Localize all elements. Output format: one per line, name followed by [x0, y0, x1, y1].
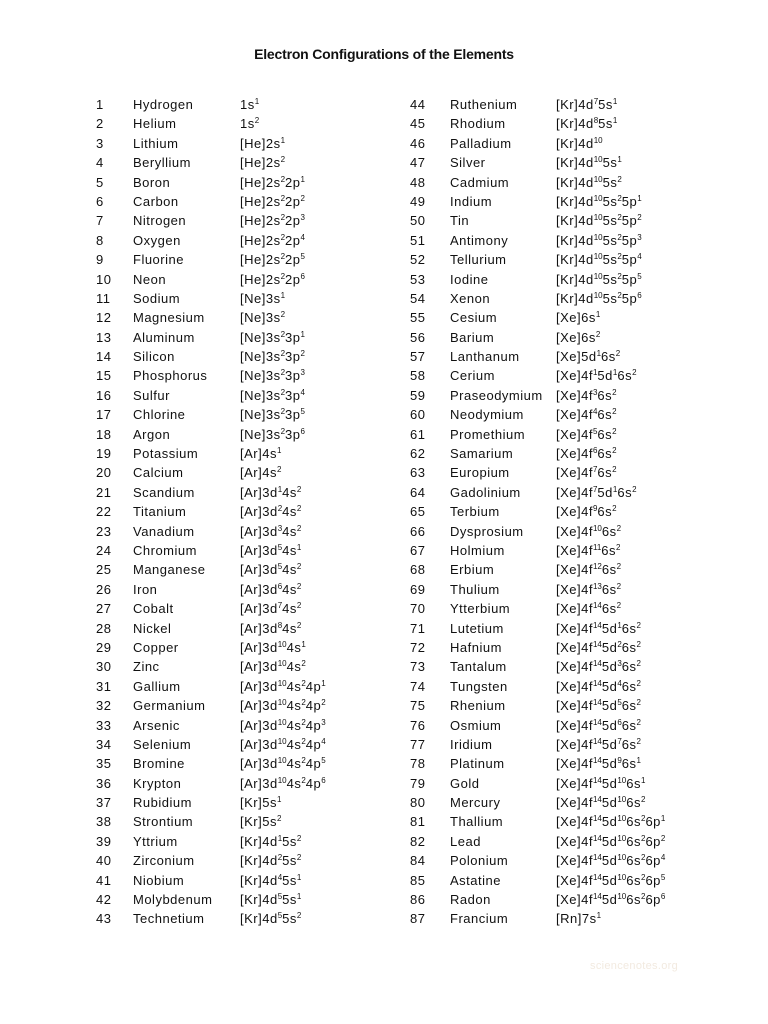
watermark: sciencenotes.org	[590, 960, 678, 972]
electron-configuration: $[Kr]5s^2$	[240, 814, 282, 830]
atomic-number: 29	[96, 639, 112, 655]
element-name: Aluminum	[133, 329, 195, 345]
atomic-number: 9	[96, 252, 104, 268]
element-name: Zirconium	[133, 853, 195, 869]
electron-configuration: $[Ne]3s^2$	[240, 310, 286, 326]
element-name: Cobalt	[133, 601, 174, 617]
element-name: Chromium	[133, 542, 197, 558]
atomic-number: 86	[410, 892, 426, 908]
electron-configuration: $[Kr]4d^{10}5s^25p^3$	[556, 232, 642, 248]
atomic-number: 56	[410, 329, 426, 345]
element-name: Beryllium	[133, 155, 191, 171]
element-name: Gadolinium	[450, 484, 521, 500]
element-name: Magnesium	[133, 310, 205, 326]
element-name: Molybdenum	[133, 892, 213, 908]
element-name: Krypton	[133, 775, 182, 791]
atomic-number: 32	[96, 698, 112, 714]
electron-configuration: $[Ne]3s^23p^5$	[240, 407, 305, 423]
element-name: Silver	[450, 155, 486, 171]
element-name: Radon	[450, 892, 491, 908]
element-name: Ytterbium	[450, 601, 511, 617]
electron-configuration: $[Xe]4f^{14}5d^{10}6s^26p^5$	[556, 872, 666, 888]
atomic-number: 3	[96, 135, 104, 151]
electron-configuration: $[Ar]3d^54s^1$	[240, 542, 302, 558]
element-name: Nickel	[133, 620, 172, 636]
atomic-number: 53	[410, 271, 426, 287]
atomic-number: 43	[96, 911, 112, 927]
element-name: Lithium	[133, 135, 179, 151]
atomic-number: 2	[96, 116, 104, 132]
element-name: Gallium	[133, 678, 181, 694]
electron-configuration: $[Xe]4f^{13}6s^2$	[556, 581, 622, 597]
atomic-number: 85	[410, 872, 426, 888]
atomic-number: 55	[410, 310, 426, 326]
element-name: Terbium	[450, 504, 500, 520]
electron-configuration: $[Xe]4f^{14}5d^46s^2$	[556, 678, 641, 694]
atomic-number: 46	[410, 135, 426, 151]
atomic-number: 28	[96, 620, 112, 636]
element-name: Potassium	[133, 446, 199, 462]
element-name: Germanium	[133, 698, 206, 714]
electron-configuration: $[Kr]4d^{10}5s^2$	[556, 174, 622, 190]
atomic-number: 39	[96, 833, 112, 849]
electron-configuration: $[Ar]3d^54s^2$	[240, 562, 302, 578]
element-name: Zinc	[133, 659, 160, 675]
electron-configuration: $[Xe]4f^96s^2$	[556, 504, 617, 520]
electron-configuration: $[Ne]3s^23p^4$	[240, 387, 305, 403]
element-name: Polonium	[450, 853, 509, 869]
electron-configuration: $[He]2s^22p^1$	[240, 174, 305, 190]
element-name: Platinum	[450, 756, 505, 772]
atomic-number: 75	[410, 698, 426, 714]
element-name: Niobium	[133, 872, 185, 888]
atomic-number: 67	[410, 542, 426, 558]
atomic-number: 79	[410, 775, 426, 791]
atomic-number: 27	[96, 601, 112, 617]
element-name: Technetium	[133, 911, 205, 927]
atomic-number: 77	[410, 736, 426, 752]
element-name: Lead	[450, 833, 481, 849]
electron-configuration: $[Xe]4f^{14}5d^26s^2$	[556, 639, 641, 655]
atomic-number: 81	[410, 814, 426, 830]
electron-configuration: $[Ar]3d^{10}4s^1$	[240, 639, 306, 655]
element-name: Tantalum	[450, 659, 507, 675]
atomic-number: 17	[96, 407, 112, 423]
electron-configuration: $[Xe]4f^15d^16s^2$	[556, 368, 637, 384]
atomic-number: 37	[96, 795, 112, 811]
electron-configuration: $[Ar]3d^{10}4s^24p^3$	[240, 717, 326, 733]
atomic-number: 49	[410, 193, 426, 209]
electron-configuration: $[Kr]4d^15s^2$	[240, 833, 302, 849]
element-name: Palladium	[450, 135, 512, 151]
element-name: Rubidium	[133, 795, 192, 811]
element-name: Francium	[450, 911, 509, 927]
atomic-number: 80	[410, 795, 426, 811]
element-name: Holmium	[450, 542, 505, 558]
electron-configuration: $[Ar]3d^{10}4s^24p^6$	[240, 775, 326, 791]
element-name: Manganese	[133, 562, 206, 578]
element-name: Boron	[133, 174, 171, 190]
electron-configuration: $[Ar]4s^1$	[240, 446, 282, 462]
atomic-number: 74	[410, 678, 426, 694]
electron-configuration: $[Xe]4f^66s^2$	[556, 446, 617, 462]
electron-configuration: $[Ar]3d^{10}4s^24p^4$	[240, 736, 326, 752]
atomic-number: 45	[410, 116, 426, 132]
electron-configuration: $[Xe]4f^36s^2$	[556, 387, 617, 403]
element-name: Promethium	[450, 426, 526, 442]
atomic-number: 78	[410, 756, 426, 772]
page-title: Electron Configurations of the Elements	[254, 46, 514, 62]
electron-configuration: $[Xe]4f^75d^16s^2$	[556, 484, 637, 500]
atomic-number: 23	[96, 523, 112, 539]
element-name: Osmium	[450, 717, 502, 733]
atomic-number: 72	[410, 639, 426, 655]
atomic-number: 20	[96, 465, 112, 481]
atomic-number: 50	[410, 213, 426, 229]
atomic-number: 13	[96, 329, 112, 345]
atomic-number: 69	[410, 581, 426, 597]
atomic-number: 70	[410, 601, 426, 617]
element-name: Yttrium	[133, 833, 178, 849]
element-name: Iodine	[450, 271, 489, 287]
element-name: Tellurium	[450, 252, 507, 268]
element-name: Phosphorus	[133, 368, 208, 384]
element-name: Titanium	[133, 504, 187, 520]
atomic-number: 65	[410, 504, 426, 520]
element-name: Iridium	[450, 736, 493, 752]
atomic-number: 22	[96, 504, 112, 520]
electron-configuration: $[Kr]4d^{10}5s^1$	[556, 155, 622, 171]
electron-configuration: $[Ar]3d^{10}4s^24p^2$	[240, 698, 326, 714]
electron-configuration: $[Xe]4f^{14}5d^36s^2$	[556, 659, 641, 675]
atomic-number: 52	[410, 252, 426, 268]
element-name: Sulfur	[133, 387, 170, 403]
atomic-number: 38	[96, 814, 112, 830]
electron-configuration: $[Ar]3d^34s^2$	[240, 523, 302, 539]
atomic-number: 64	[410, 484, 426, 500]
element-name: Vanadium	[133, 523, 195, 539]
electron-configuration: $[He]2s^22p^6$	[240, 271, 305, 287]
element-name: Selenium	[133, 736, 192, 752]
element-name: Cesium	[450, 310, 498, 326]
atomic-number: 57	[410, 349, 426, 365]
element-name: Indium	[450, 193, 493, 209]
electron-configuration: $[Xe]4f^{14}5d^56s^2$	[556, 698, 641, 714]
element-name: Copper	[133, 639, 179, 655]
atomic-number: 59	[410, 387, 426, 403]
electron-configuration: $[Ne]3s^23p^6$	[240, 426, 305, 442]
electron-configuration: $[Xe]4f^{14}5d^{10}6s^2$	[556, 795, 646, 811]
atomic-number: 33	[96, 717, 112, 733]
element-name: Bromine	[133, 756, 185, 772]
element-name: Carbon	[133, 193, 179, 209]
electron-configuration: $[Kr]4d^{10}5s^25p^1$	[556, 193, 642, 209]
atomic-number: 30	[96, 659, 112, 675]
electron-configuration: $[Xe]4f^{14}5d^{10}6s^26p^2$	[556, 833, 666, 849]
electron-configuration: $[Rn]7s^1$	[556, 911, 602, 927]
atomic-number: 26	[96, 581, 112, 597]
electron-configuration: $[Kr]4d^{10}5s^25p^5$	[556, 271, 642, 287]
electron-configuration: $[Xe]4f^46s^2$	[556, 407, 617, 423]
atomic-number: 7	[96, 213, 104, 229]
electron-configuration: $1s^1$	[240, 97, 260, 112]
electron-configuration: $[Xe]4f^{14}5d^{10}6s^26p^4$	[556, 853, 666, 869]
electron-configuration: $[Xe]4f^56s^2$	[556, 426, 617, 442]
atomic-number: 73	[410, 659, 426, 675]
electron-configuration: $[Ne]3s^1$	[240, 290, 286, 306]
element-name: Rhodium	[450, 116, 506, 132]
atomic-number: 10	[96, 271, 112, 287]
element-name: Erbium	[450, 562, 495, 578]
atomic-number: 82	[410, 833, 426, 849]
element-name: Chlorine	[133, 407, 186, 423]
element-name: Calcium	[133, 465, 184, 481]
element-name: Strontium	[133, 814, 194, 830]
electron-configuration: $[Xe]4f^{14}5d^{10}6s^1$	[556, 775, 646, 791]
electron-configuration: $[Xe]4f^{14}6s^2$	[556, 601, 622, 617]
element-name: Arsenic	[133, 717, 180, 733]
atomic-number: 15	[96, 368, 112, 384]
element-name: Cerium	[450, 368, 495, 384]
electron-configuration: $[Xe]4f^{12}6s^2$	[556, 562, 622, 578]
atomic-number: 76	[410, 717, 426, 733]
electron-configuration: $[Ar]3d^74s^2$	[240, 601, 302, 617]
element-name: Sodium	[133, 290, 181, 306]
element-name: Antimony	[450, 232, 509, 248]
element-name: Tungsten	[450, 678, 508, 694]
element-name: Samarium	[450, 446, 514, 462]
element-name: Lanthanum	[450, 349, 520, 365]
element-name: Nitrogen	[133, 213, 187, 229]
electron-configuration: $[Ar]3d^64s^2$	[240, 581, 302, 597]
element-name: Mercury	[450, 795, 501, 811]
electron-configuration: $[Ar]3d^{10}4s^24p^5$	[240, 756, 326, 772]
atomic-number: 87	[410, 911, 426, 927]
atomic-number: 48	[410, 174, 426, 190]
electron-configuration: $[Kr]4d^45s^1$	[240, 872, 302, 888]
atomic-number: 8	[96, 232, 104, 248]
electron-configuration: $[Ar]4s^2$	[240, 465, 282, 481]
electron-configuration: $[Kr]4d^25s^2$	[240, 853, 302, 869]
electron-configuration: $[Ar]3d^84s^2$	[240, 620, 302, 636]
element-name: Europium	[450, 465, 510, 481]
element-name: Dysprosium	[450, 523, 524, 539]
atomic-number: 62	[410, 446, 426, 462]
atomic-number: 54	[410, 290, 426, 306]
electron-configuration: $[Xe]4f^{14}5d^76s^2$	[556, 736, 641, 752]
electron-configuration: $[Kr]4d^{10}5s^25p^6$	[556, 290, 642, 306]
electron-configuration: $[He]2s^22p^4$	[240, 232, 305, 248]
atomic-number: 35	[96, 756, 112, 772]
electron-configuration: $[Xe]4f^{14}5d^{10}6s^26p^1$	[556, 814, 666, 830]
atomic-number: 84	[410, 853, 426, 869]
electron-configuration: $[He]2s^2$	[240, 155, 286, 171]
atomic-number: 12	[96, 310, 112, 326]
electron-configuration: $[Xe]4f^{14}5d^{10}6s^26p^6$	[556, 892, 666, 908]
atomic-number: 14	[96, 349, 112, 365]
electron-configuration: $[Xe]6s^2$	[556, 329, 601, 345]
atomic-number: 68	[410, 562, 426, 578]
electron-configuration: $[Ne]3s^23p^3$	[240, 368, 305, 384]
element-name: Hafnium	[450, 639, 502, 655]
element-name: Neodymium	[450, 407, 524, 423]
electron-configuration: $[Ne]3s^23p^2$	[240, 349, 305, 365]
electron-configuration: $[Xe]5d^16s^2$	[556, 349, 621, 365]
electron-configuration: $[Kr]4d^75s^1$	[556, 97, 618, 112]
electron-configuration: $[He]2s^22p^3$	[240, 213, 305, 229]
element-name: Gold	[450, 775, 480, 791]
atomic-number: 16	[96, 387, 112, 403]
electron-configuration: $[He]2s^22p^5$	[240, 252, 305, 268]
atomic-number: 40	[96, 853, 112, 869]
atomic-number: 21	[96, 484, 112, 500]
atomic-number: 42	[96, 892, 112, 908]
element-name: Iron	[133, 581, 158, 597]
element-name: Silicon	[133, 349, 175, 365]
electron-configuration: $[Ar]3d^{10}4s^2$	[240, 659, 306, 675]
element-name: Xenon	[450, 290, 491, 306]
electron-configuration: $[Xe]4f^{14}5d^66s^2$	[556, 717, 641, 733]
electron-configuration: $[Kr]4d^{10}$	[556, 135, 603, 151]
element-name: Tin	[450, 213, 470, 229]
atomic-number: 31	[96, 678, 112, 694]
atomic-number: 34	[96, 736, 112, 752]
electron-configuration: $[Xe]6s^1$	[556, 310, 601, 326]
element-name: Astatine	[450, 872, 501, 888]
atomic-number: 47	[410, 155, 426, 171]
atomic-number: 51	[410, 232, 426, 248]
atomic-number: 41	[96, 872, 112, 888]
element-name: Helium	[133, 116, 177, 132]
element-name: Thulium	[450, 581, 500, 597]
atomic-number: 66	[410, 523, 426, 539]
element-name: Scandium	[133, 484, 195, 500]
element-name: Barium	[450, 329, 495, 345]
electron-configuration: $[Ar]3d^{10}4s^24p^1$	[240, 678, 326, 694]
atomic-number: 19	[96, 446, 112, 462]
element-name: Cadmium	[450, 174, 510, 190]
element-name: Argon	[133, 426, 171, 442]
atomic-number: 36	[96, 775, 112, 791]
electron-configuration: $[Kr]4d^85s^1$	[556, 116, 618, 132]
element-name: Neon	[133, 271, 167, 287]
atomic-number: 4	[96, 155, 104, 171]
electron-configuration: $[Kr]5s^1$	[240, 795, 282, 811]
electron-configuration: $1s^2$	[240, 116, 260, 132]
electron-configuration: $[He]2s^1$	[240, 135, 286, 151]
atomic-number: 71	[410, 620, 426, 636]
atomic-number: 1	[96, 97, 104, 112]
atomic-number: 11	[96, 290, 111, 306]
electron-configuration: $[Ar]3d^14s^2$	[240, 484, 302, 500]
element-name: Thallium	[450, 814, 504, 830]
atomic-number: 63	[410, 465, 426, 481]
atomic-number: 24	[96, 542, 112, 558]
electron-configuration: $[Kr]4d^55s^1$	[240, 892, 302, 908]
atomic-number: 25	[96, 562, 112, 578]
electron-configuration: $[Kr]4d^{10}5s^25p^4$	[556, 252, 642, 268]
element-name: Ruthenium	[450, 97, 518, 112]
atomic-number: 44	[410, 97, 426, 112]
electron-configuration: $[Kr]4d^{10}5s^25p^2$	[556, 213, 642, 229]
electron-configuration: $[Ar]3d^24s^2$	[240, 504, 302, 520]
electron-configuration: $[Xe]4f^{11}6s^2$	[556, 542, 621, 558]
electron-configuration: $[Xe]4f^{14}5d^96s^1$	[556, 756, 641, 772]
atomic-number: 60	[410, 407, 426, 423]
atomic-number: 6	[96, 193, 104, 209]
element-name: Lutetium	[450, 620, 504, 636]
atomic-number: 58	[410, 368, 426, 384]
element-name: Hydrogen	[133, 97, 194, 112]
electron-configuration: $[Xe]4f^{14}5d^16s^2$	[556, 620, 641, 636]
element-name: Fluorine	[133, 252, 184, 268]
electron-configuration: $[He]2s^22p^2$	[240, 193, 305, 209]
electron-configuration: $[Xe]4f^{10}6s^2$	[556, 523, 622, 539]
atomic-number: 18	[96, 426, 112, 442]
atomic-number: 61	[410, 426, 426, 442]
atomic-number: 5	[96, 174, 104, 190]
element-name: Oxygen	[133, 232, 181, 248]
electron-configuration: $[Kr]4d^55s^2$	[240, 911, 302, 927]
electron-configuration: $[Xe]4f^76s^2$	[556, 465, 617, 481]
electron-configuration: $[Ne]3s^23p^1$	[240, 329, 305, 345]
element-name: Rhenium	[450, 698, 506, 714]
element-name: Praseodymium	[450, 387, 543, 403]
